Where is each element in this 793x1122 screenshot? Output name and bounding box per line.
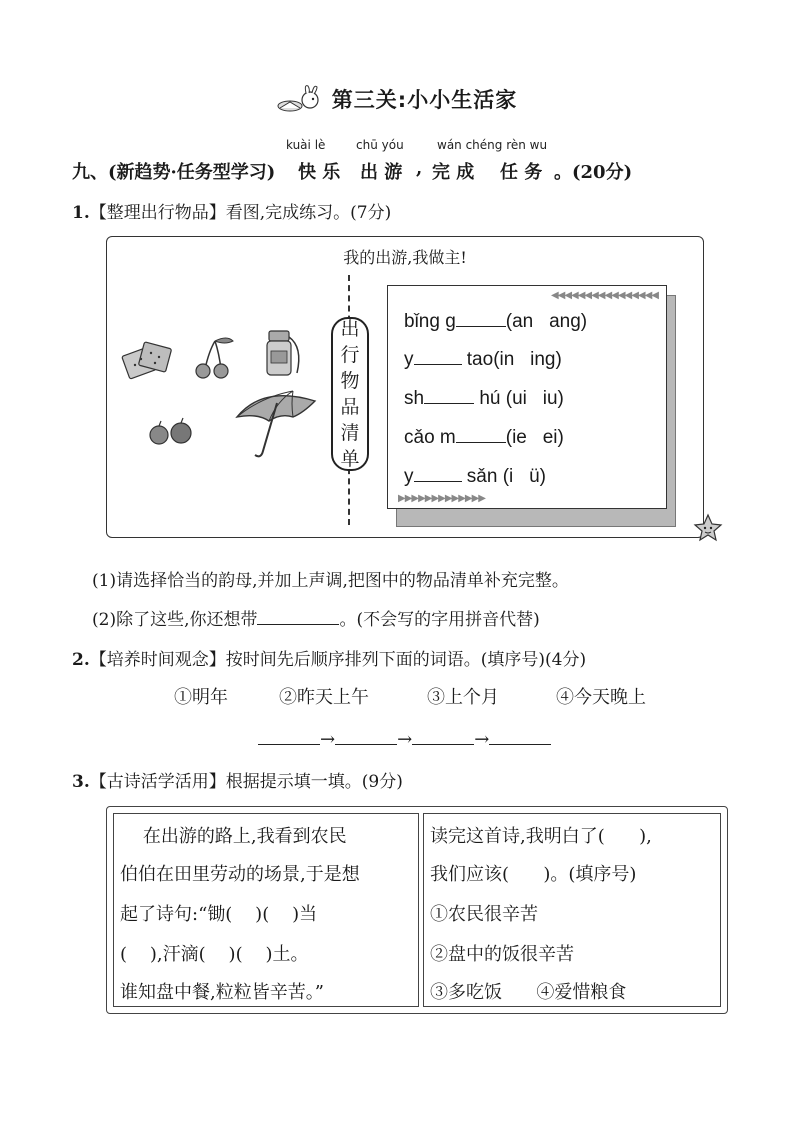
box-title: 我的出游,我做主!	[343, 248, 467, 267]
list-label-char: 清	[340, 422, 360, 444]
list-label-char: 物	[340, 370, 360, 392]
q1-heading	[72, 198, 391, 223]
poem-line: 起了诗句:“锄( )( )当	[120, 904, 318, 925]
answer-blank[interactable]	[258, 726, 320, 745]
star-mascot-icon	[693, 513, 723, 543]
poem-table	[106, 806, 728, 1014]
biscuits-icon	[121, 337, 173, 385]
answer-blank[interactable]	[257, 606, 339, 625]
option-1: ①明年	[174, 687, 228, 708]
list-item: y sǎn (i ü)	[404, 463, 546, 488]
order-answer-chain	[258, 726, 551, 750]
arrow-icon: →	[474, 729, 490, 750]
q2-tag: 【培养时间观念】	[89, 650, 226, 670]
question9-kuaile: 快 乐	[298, 162, 341, 183]
option-4: ④今天晚上	[556, 687, 646, 708]
question9-wancheng: 完 成	[432, 162, 475, 183]
list-item: cǎo m (ie ei)	[404, 424, 564, 449]
answer-blank[interactable]	[424, 385, 474, 404]
section-title: 第三关:小小生活家	[331, 88, 518, 112]
q3-number: 3.	[72, 772, 90, 792]
pinyin-kuaile: kuài lè	[286, 138, 326, 152]
packing-list-card	[387, 285, 667, 509]
option-3: ③上个月	[427, 687, 499, 708]
question9-comma: ,	[416, 158, 423, 179]
list-label	[331, 317, 369, 471]
list-label-char: 单	[340, 448, 360, 470]
apples-icon	[147, 415, 199, 449]
question9-renwu: 任 务	[500, 162, 543, 183]
water-bottle-icon	[261, 327, 305, 379]
section-header	[0, 84, 793, 119]
q2-heading	[72, 645, 586, 670]
list-label-char: 出	[340, 318, 360, 340]
travel-picture-box	[106, 236, 704, 538]
question9-prefix: 九、(新趋势·任务型学习)	[72, 162, 276, 183]
answer-blank[interactable]	[335, 726, 397, 745]
list-label-char: 行	[340, 344, 360, 366]
q3-tag: 【古诗活学活用】	[89, 772, 226, 792]
rabbit-reading-icon	[276, 84, 326, 114]
question9-chuyou: 出 游	[360, 162, 403, 183]
poem-line: 在出游的路上,我看到农民	[120, 826, 347, 847]
poem-cell	[113, 813, 419, 1007]
answer-blank[interactable]	[414, 463, 462, 482]
arrow-icon: →	[320, 729, 336, 750]
answer-option: ②盘中的饭很辛苦	[430, 944, 574, 965]
answer-blank[interactable]	[489, 726, 551, 745]
list-item: bǐng g (an ang)	[404, 308, 587, 333]
answer-blank[interactable]	[412, 726, 474, 745]
pinyin-chuyou: chū yóu	[356, 138, 404, 152]
decorative-arrows-icon: ▶▶▶▶▶▶▶▶▶▶▶▶▶	[398, 493, 485, 504]
pinyin-wancheng: wán chéng rèn wu	[437, 138, 548, 152]
answer-blank[interactable]	[456, 424, 506, 443]
poem-line: 伯伯在田里劳动的场景,于是想	[120, 864, 360, 885]
decorative-arrows-icon: ◀◀◀◀◀◀◀◀◀◀◀◀◀◀◀◀	[550, 290, 658, 301]
answer-line: 读完这首诗,我明白了( ),	[430, 826, 652, 847]
list-label-char: 品	[340, 396, 360, 418]
question9-score: 。(20分)	[554, 162, 633, 183]
q1-sub2	[92, 605, 540, 630]
answer-option: ①农民很辛苦	[430, 904, 538, 925]
answer-option: ③多吃饭 ④爱惜粮食	[430, 982, 627, 1003]
arrow-icon: →	[397, 729, 413, 750]
answer-blank[interactable]	[414, 346, 462, 365]
answer-line: 我们应该( )。(填序号)	[430, 864, 637, 885]
option-2: ②昨天上午	[279, 687, 369, 708]
list-item: y tao(in ing)	[404, 346, 562, 371]
q1-sub2-text: (2)除了这些,你还想带	[92, 610, 258, 630]
q1-text: 看图,完成练习。(7分)	[225, 203, 392, 223]
answer-blank[interactable]	[456, 308, 506, 327]
q1-sub2-note: 。(不会写的字用拼音代替)	[339, 610, 540, 630]
cherries-icon	[191, 333, 237, 383]
q1-sub1: (1)请选择恰当的韵母,并加上声调,把图中的物品清单补充完整。	[92, 571, 569, 591]
umbrella-icon	[233, 387, 319, 463]
q1-number: 1.	[72, 203, 90, 223]
answer-cell	[423, 813, 721, 1007]
q3-text: 根据提示填一填。(9分)	[225, 772, 403, 792]
q2-text: 按时间先后顺序排列下面的词语。(填序号)(4分)	[225, 650, 587, 670]
list-item: sh hú (ui iu)	[404, 385, 564, 410]
q3-heading	[72, 767, 403, 792]
q1-tag: 【整理出行物品】	[89, 203, 226, 223]
poem-line: ( ),汗滴( )( )土。	[120, 944, 309, 965]
q2-number: 2.	[72, 650, 90, 670]
poem-line: 谁知盘中餐,粒粒皆辛苦。”	[120, 982, 324, 1003]
